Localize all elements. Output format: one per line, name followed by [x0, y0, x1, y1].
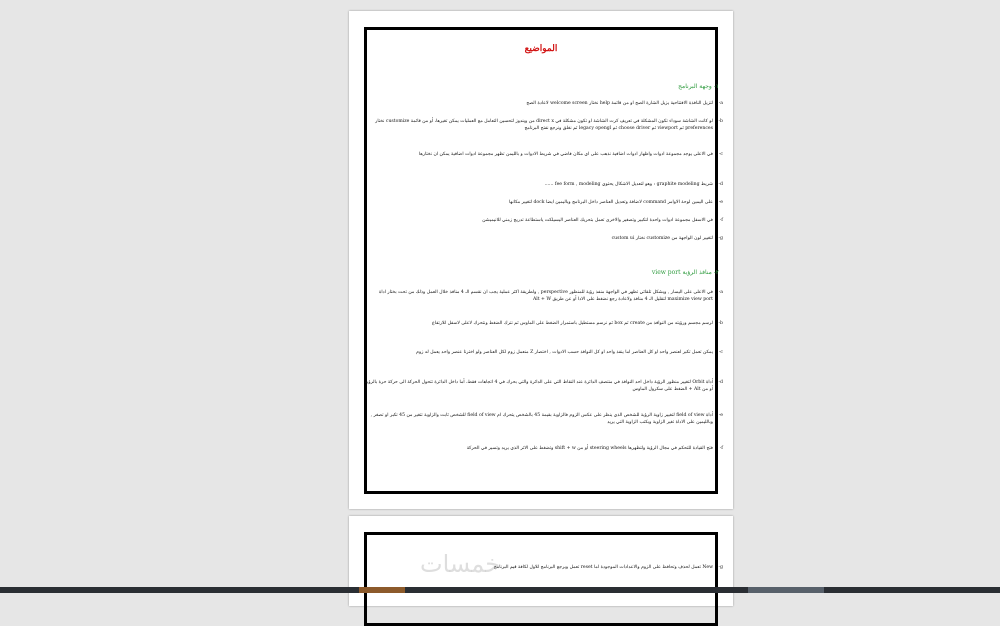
list-item: b- لرسم مجسم ورؤيته من النوافذ من create ثم box ثم نرسم مستطيل باستمرار الضغط على الماوس ثم نترك الضغط ونتحرك لاعلى لاسفل للارتفاع	[432, 321, 723, 326]
list-item: b- لو كانت الشاشة سوداء تكون المشكلة في تعريف كرت الشاشة او تكون مشكلة في direct x من ويندوز لتحسين التعامل مع العمليات يمكن تغيرها، أو من قائمة customize نختار preferences ثم viewport ثم choose driver ثم legacy opengl ثم نغلق ونرجع نفتح البرنامج	[375, 119, 723, 131]
list-item: f- في الاسفل مجموعة ادوات واحدة لتكبير وتصغير والاخرى تعمل بتحريك العناصر اليسيلكت ياستطاعة تدريج زمني للانيميشن	[482, 218, 723, 223]
list-item: d- أداة Orbit لتغيير منظور الرؤية داخل احد النوافذ في منتصف الدائرة عند النقاط التي على الدائرة والتي بحرك في 4 اتجاهات فقط، أما داخل الدائرة تتحول الحركة الى حركة حرة بالرؤية أو من Alt + الضغط على سكرول الماوس	[364, 380, 723, 392]
section-heading-viewport: ٢- منافذ الرؤية view port	[651, 269, 719, 276]
list-item: a- لتزيل النافذة الافتتاحية يزيل الشارة الصح او من قائمة help نختار welcome screen لاعادة الصح	[526, 101, 723, 106]
watermark: خمسات	[420, 550, 501, 578]
list-item: f- فتح القيادة للتحكم في مجال الرؤية ولتظهرها steering wheels أو من shift + w وتضغط على الاثر الذي يريد وتسير في الحركة	[466, 446, 723, 451]
taskbar	[0, 587, 1000, 593]
taskbar-app[interactable]	[748, 587, 824, 593]
document-title: المواضيع	[524, 44, 558, 54]
list-item: c- يمكن تعمل تكبر لعنصر واحد او كل العناصر اما ينفذ واحد او كل النوافذ حسب الادوات , اختصار Z منعمل زوم لكل العناصر ولو اخترنا عنصر واحد يعمل له زوم	[416, 350, 723, 355]
list-item: c- في الاعلى يوجد مجموعة ادوات واظهار ادوات اضافية نذهب على اي مكان فاضي في شريط الادوات و بالليمن تظهر مجموعة ادوات اضافية يمكن ان نختارها	[418, 152, 723, 157]
list-item: a- في الاعلى على اليسار , ويشكل تلقائي تظهر في الواجهة منفذ رؤية للمنظور perspective , ولطريقة اكثر عملية يجب ان نقسم الـ 4 منافذ خلال العمل وذلك من تحت بختار اداة maximize view port لتقليل الـ 4 منافذ ولاعادة رجع نضغط على الادا أو عن طريق Alt + W	[378, 290, 723, 302]
section-heading-interface: ١- وجهة البرنامج	[678, 83, 719, 90]
page-border	[364, 532, 718, 626]
list-item: d- شريط graphite modeling : وهو لتعديل الاشكال يحتوي fee form , modeling ......	[544, 182, 723, 187]
list-item: g- New تعمل لحذف وتحافظ على الزوم والاعدادات الموجودة اما reset تعمل ويرجع البرنامج للاول لكافة قيم البرنامج	[493, 565, 723, 570]
taskbar-active-app[interactable]	[359, 587, 405, 593]
list-item: g- لتغيير لون الواجهة من customize نختار custom ui	[611, 236, 723, 241]
list-item: e- على اليمين لوحة الاوامر command لاضافة وتعديل العناصر داخل البرنامج وباليمين ايضا dock لتغيير مكانها	[509, 200, 723, 205]
list-item: e- أداة field of view لتغيير زاوية الرؤية للشخص الذي ينظر على عكس الزوم فالزاوية بقيمة 45 بالشخص يتحرك ام field of view للشخص ثابت والزاوية تتغير من 45 تكبر او تصغر , وبالليمين على الاداة تغير الزاوية وبكتب الزاوية التي يريد	[370, 413, 723, 425]
document-page-1	[349, 11, 733, 509]
